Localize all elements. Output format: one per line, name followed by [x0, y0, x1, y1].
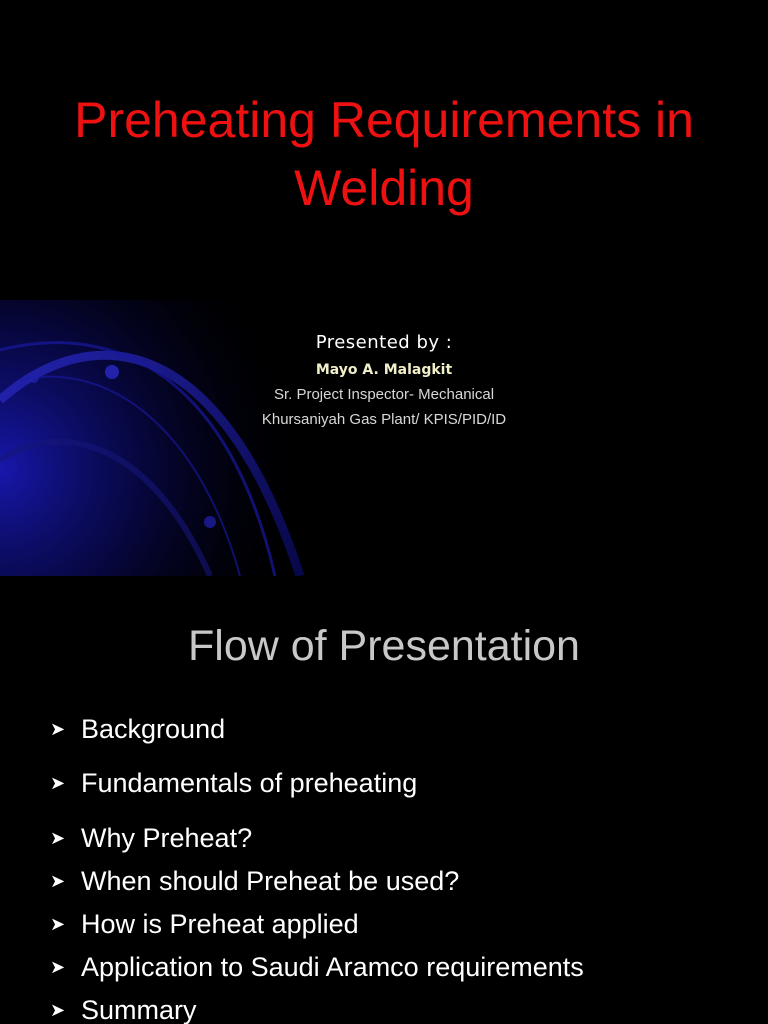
agenda-item-fundamentals [50, 768, 417, 799]
arrowhead-bullet-icon: ➤ [50, 957, 66, 977]
presented-by-label: Presented by : [315, 332, 453, 353]
arrowhead-bullet-icon: ➤ [50, 773, 66, 793]
presenter-name: Mayo A. Malagkit [315, 362, 453, 378]
agenda-item-summary [50, 995, 197, 1024]
arrowhead-bullet-icon: ➤ [50, 871, 66, 891]
presenter-role: Sr. Project Inspector- Mechanical [273, 386, 495, 403]
agenda-item-label: Application to Saudi Aramco requirements [81, 952, 584, 982]
agenda-item-label: Summary [81, 995, 197, 1024]
arrowhead-bullet-icon: ➤ [50, 914, 66, 934]
agenda-slide [0, 576, 768, 1024]
agenda-item-when-preheat [50, 866, 459, 897]
agenda-item-label: When should Preheat be used? [81, 866, 460, 896]
agenda-item-aramco [50, 952, 584, 983]
arrowhead-bullet-icon: ➤ [50, 1000, 66, 1020]
agenda-item-label: Background [81, 714, 226, 744]
slide-title: Preheating Requirements in Welding [74, 92, 694, 216]
arrowhead-bullet-icon: ➤ [50, 719, 66, 739]
agenda-item-how-applied [50, 909, 359, 940]
agenda-item-label: Why Preheat? [81, 823, 253, 853]
arrowhead-bullet-icon: ➤ [50, 828, 66, 848]
agenda-item-why-preheat [50, 823, 252, 854]
presenter-organization: Khursaniyah Gas Plant/ KPIS/PID/ID [261, 411, 507, 428]
agenda-item-label: How is Preheat applied [81, 909, 359, 939]
agenda-item-label: Fundamentals of preheating [81, 768, 418, 798]
agenda-title: Flow of Presentation [188, 622, 580, 670]
agenda-item-background [50, 714, 225, 745]
